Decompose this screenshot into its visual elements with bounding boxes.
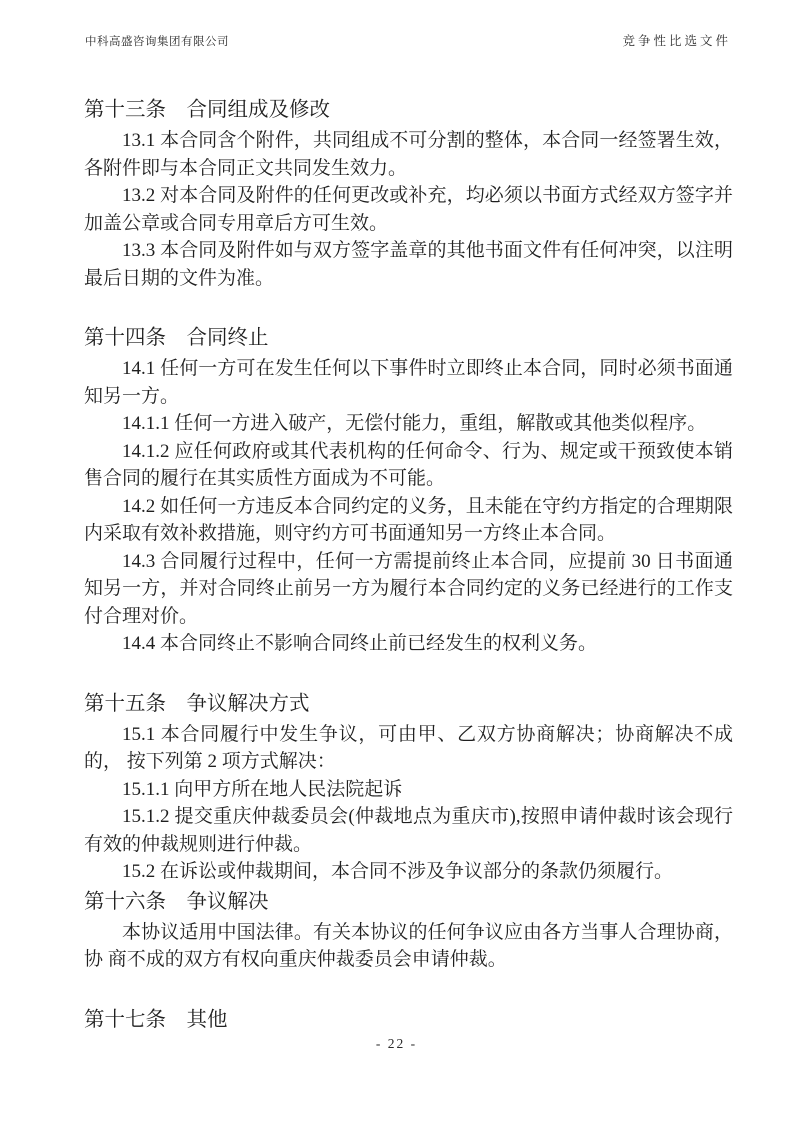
section-heading (84, 688, 733, 721)
article-title: 争议解决 (186, 890, 269, 913)
article-number: 第十七条 (84, 1008, 166, 1031)
page-number: - 22 - (375, 1036, 418, 1051)
clause-13-2: 13.2 对本合同及附件的任何更改或补充，均必须以书面方式经双方签字并加盖公章或合同专用章后方可生效。 (84, 185, 733, 234)
clause-14-1-2: 14.1.2 应任何政府或其代表机构的任何命令、行为、规定或干预致使本销售合同的履行在其实质性方面成为不可能。 (84, 440, 733, 489)
page-header (85, 31, 731, 49)
section-heading (84, 1004, 733, 1037)
article-title: 合同终止 (186, 327, 269, 349)
section-article-16 (84, 886, 733, 974)
clause-15-2: 15.2 在诉讼或仲裁期间，本合同不涉及争议部分的条款仍须履行。 (122, 861, 674, 882)
section-heading (84, 886, 733, 919)
article-title: 其他 (186, 1008, 228, 1031)
section-heading (84, 322, 733, 355)
clause-14-1: 14.1 任何一方可在发生任何以下事件时立即终止本合同，同时必须书面通知另一方。 (84, 358, 733, 407)
section-heading (84, 94, 733, 127)
article-title: 争议解决方式 (186, 692, 310, 715)
section-article-15 (84, 688, 733, 886)
article-title: 合同组成及修改 (186, 99, 330, 121)
clause-14-2: 14.2 如任何一方违反本合同约定的义务，且未能在守约方指定的合理期限内采取有效补救措施，则守约方可书面通知另一方终止本合同。 (84, 495, 733, 544)
clause-14-4: 14.4 本合同终止不影响合同终止前已经发生的权利义务。 (122, 633, 598, 654)
clause-14-1-1: 14.1.1 任何一方进入破产，无偿付能力，重组，解散或其他类似程序。 (122, 413, 707, 434)
section-article-14 (84, 322, 733, 658)
header-doc-type: 竞争性比选文件 (622, 34, 731, 48)
clause-16-body: 本协议适用中国法律。有关本协议的任何争议应由各方当事人合理协商，协 商不成的双方有权向重庆仲裁委员会申请仲裁。 (84, 921, 733, 970)
clause-13-3: 13.3 本合同及附件如与双方签字盖章的其他书面文件有任何冲突，以注明最后日期的文件为准。 (84, 240, 733, 289)
article-number: 第十三条 (84, 99, 166, 121)
clause-15-1: 15.1 本合同履行中发生争议，可由甲、乙双方协商解决；协商解决不成的， 按下列第 2 项方式解决： (84, 723, 733, 772)
clause-15-1-1: 15.1.1 向甲方所在地人民法院起诉 (122, 778, 403, 800)
header-company-name: 中科高盛咨询集团有限公司 (85, 36, 229, 48)
clause-13-1: 13.1 本合同含个附件，共同组成不可分割的整体，本合同一经签署生效，各附件即与本合同正文共同发生效力。 (84, 130, 733, 179)
article-number: 第十四条 (84, 327, 166, 349)
clause-15-1-2: 15.1.2 提交重庆仲裁委员会(仲裁地点为重庆市),按照申请仲裁时该会现行有效的仲裁规则进行仲裁。 (84, 806, 733, 855)
article-number: 第十五条 (84, 692, 166, 715)
document-body (84, 94, 733, 1037)
section-article-17 (84, 1004, 733, 1037)
section-article-13 (84, 94, 733, 292)
article-number: 第十六条 (84, 890, 166, 913)
clause-14-3: 14.3 合同履行过程中，任何一方需提前终止本合同，应提前 30 日书面通知另一方，并对合同终止前另一方为履行本合同约定的义务已经进行的工作支付合理对价。 (84, 550, 733, 627)
